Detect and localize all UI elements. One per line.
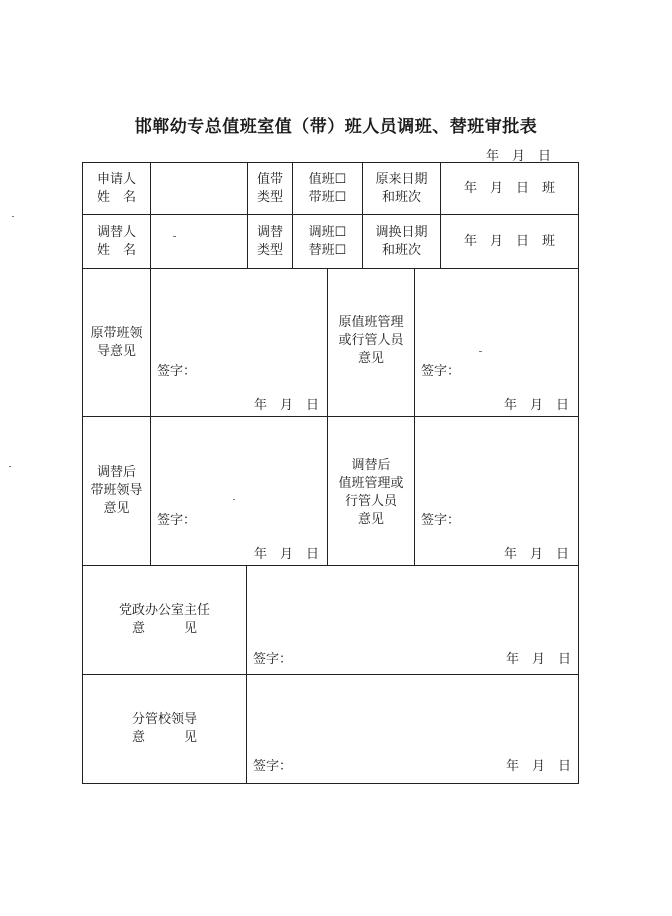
- lead-checkbox[interactable]: 带班☐: [308, 189, 347, 205]
- new-lead-signature[interactable]: 签字：: [157, 513, 197, 528]
- supervising-leader-line1: 分管校领导: [131, 712, 197, 727]
- scan-speck: [12, 216, 14, 217]
- substitute-label-line2: 姓 名: [96, 242, 136, 258]
- original-lead-line1: 原带班领: [90, 325, 143, 341]
- original-manager-date[interactable]: 年 月 日: [504, 398, 570, 413]
- original-lead-opinion-label: [83, 269, 150, 416]
- new-lead-line2: 带班领导: [90, 483, 143, 498]
- new-lead-line3: 意见: [103, 501, 130, 516]
- original-manager-line2: 或行管人员: [338, 333, 404, 348]
- new-manager-line1: 调替后: [351, 458, 391, 473]
- office-director-line1: 党政办公室主任: [118, 603, 210, 618]
- applicant-label-line1: 申请人: [96, 171, 136, 187]
- duty-type-line2: 类型: [256, 189, 283, 205]
- form-date-header: 年 月 日: [486, 149, 552, 164]
- swap-date-line2: 和班次: [381, 242, 421, 258]
- form-title: 邯郸幼专总值班室值（带）班人员调班、替班审批表: [134, 117, 538, 137]
- supervising-leader-date[interactable]: 年 月 日: [506, 759, 572, 774]
- col-divider: [150, 268, 151, 565]
- swap-type-options: [293, 215, 362, 268]
- swap-date-value: 年 月 日 班: [463, 233, 555, 249]
- original-date-field[interactable]: [441, 163, 578, 214]
- office-director-opinion-label: [83, 566, 246, 674]
- scan-speck: [9, 466, 11, 467]
- new-duty-manager-opinion-label: [328, 417, 414, 565]
- col-divider: [246, 565, 247, 783]
- applicant-label-line2: 姓 名: [96, 189, 136, 205]
- substitute-name-label: [83, 215, 150, 268]
- original-duty-manager-opinion-label: [328, 269, 414, 416]
- office-director-line2: 意 见: [131, 621, 197, 636]
- original-date-line1: 原来日期: [375, 171, 428, 187]
- swap-date-line1: 调换日期: [375, 224, 428, 240]
- new-manager-signature[interactable]: 签字：: [421, 513, 461, 528]
- office-director-date[interactable]: 年 月 日: [506, 652, 572, 667]
- original-manager-signature[interactable]: 签字：: [421, 364, 461, 379]
- scan-speck: [233, 499, 235, 500]
- new-lead-opinion-label: [83, 417, 150, 565]
- applicant-name-label: [83, 163, 150, 214]
- new-manager-line4: 意见: [357, 512, 384, 527]
- col-divider: [414, 268, 415, 565]
- new-lead-date[interactable]: 年 月 日: [254, 547, 320, 562]
- scan-speck: [479, 351, 482, 352]
- swap-type-line2: 类型: [256, 242, 283, 258]
- scan-speck: [173, 236, 176, 237]
- duty-type-options: [293, 163, 362, 214]
- approval-table: [82, 162, 579, 784]
- original-lead-line2: 导意见: [96, 343, 136, 359]
- original-lead-signature[interactable]: 签字：: [157, 364, 197, 379]
- new-manager-line2: 值班管理或: [338, 476, 404, 491]
- original-date-line2: 和班次: [381, 189, 421, 205]
- substitute-name-field[interactable]: [151, 215, 247, 268]
- duty-type-label: [248, 163, 292, 214]
- swap-date-label: [363, 215, 440, 268]
- original-manager-line3: 意见: [357, 351, 384, 366]
- substitute-checkbox[interactable]: 替班☐: [308, 242, 347, 258]
- duty-checkbox[interactable]: 值班☐: [308, 171, 347, 187]
- applicant-name-field[interactable]: [151, 163, 247, 214]
- swap-type-label: [248, 215, 292, 268]
- office-director-signature[interactable]: 签字：: [253, 652, 293, 667]
- original-date-value: 年 月 日 班: [463, 180, 555, 196]
- supervising-leader-signature[interactable]: 签字：: [253, 759, 293, 774]
- duty-type-line1: 值带: [256, 171, 283, 187]
- new-manager-line3: 行管人员: [344, 494, 397, 509]
- supervising-leader-opinion-label: [83, 675, 246, 783]
- supervising-leader-line2: 意 见: [131, 730, 197, 745]
- swap-type-line1: 调替: [256, 224, 283, 240]
- original-manager-line1: 原值班管理: [338, 315, 404, 330]
- new-manager-date[interactable]: 年 月 日: [504, 547, 570, 562]
- new-lead-line1: 调替后: [96, 465, 136, 480]
- swap-date-field[interactable]: [441, 215, 578, 268]
- swap-checkbox[interactable]: 调班☐: [308, 224, 347, 240]
- original-date-label: [363, 163, 440, 214]
- original-lead-date[interactable]: 年 月 日: [254, 398, 320, 413]
- substitute-label-line1: 调替人: [96, 224, 136, 240]
